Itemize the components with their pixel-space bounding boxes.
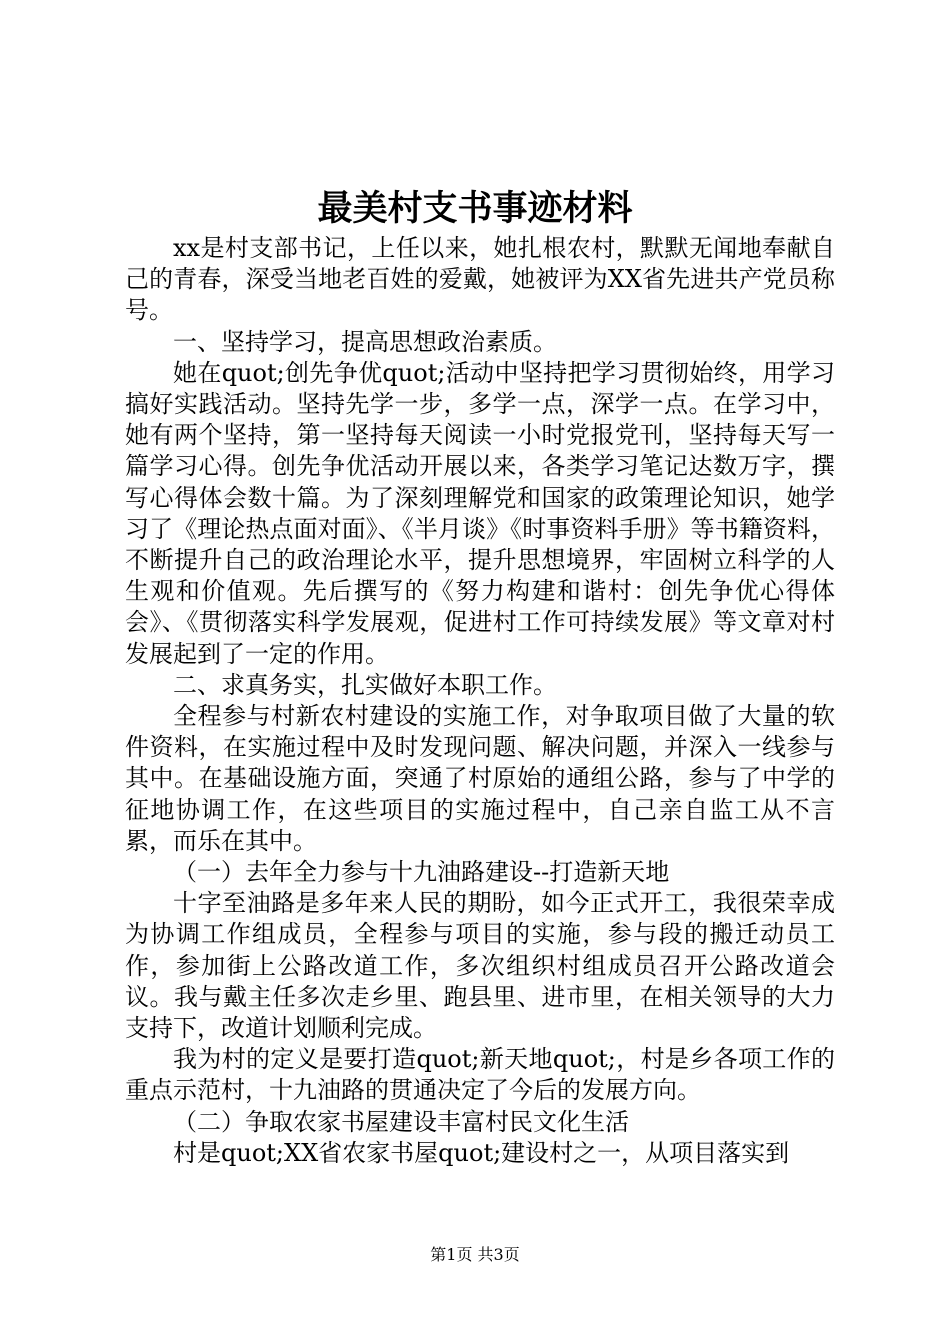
paragraph-library: 村是quot;XX省农家书屋quot;建设村之一，从项目落实到 — [173, 1138, 790, 1167]
section-heading-1: 一、坚持学习，提高思想政治素质。 — [173, 327, 557, 356]
document-body — [125, 233, 835, 1169]
paragraph-study: 她在quot;创先争优quot;活动中坚持把学习贯彻始终，用学习搞好实践活动。坚持先学一步，多学一点，深学一点。在学习中，她有两个坚持，第一坚持每天阅读一小时党报党刊，坚持每天写一篇学习心得。创先争优活动开展以来，各类学习笔记达数万字，撰写心得体会数十篇。为了深刻理解党和国家的政策理论知识，她学习了《理论热点面对面》、《半月谈》《时事资料手册》等书籍资料，不断提升自己的政治理论水平，提升思想境界，牢固树立科学的人生观和价值观。先后撰写的《努力构建和谐村：创先争优心得体会》、《贯彻落实科学发展观，促进村工作可持续发展》等文章对村发展起到了一定的作用。 — [125, 358, 835, 668]
paragraph-work: 全程参与村新农村建设的实施工作，对争取项目做了大量的软件资料，在实施过程中及时发现问题、解决问题，并深入一线参与其中。在基础设施方面，突通了村原始的通组公路，参与了中学的征地协调工作，在这些项目的实施过程中，自己亲自监工从不言累，而乐在其中。 — [125, 702, 835, 855]
page-footer: 第1页 共3页 — [430, 1245, 520, 1264]
subsection-heading-2: （二）争取农家书屋建设丰富村民文化生活 — [173, 1107, 629, 1136]
paragraph-intro: xx是村支部书记，上任以来，她扎根农村，默默无闻地奉献自己的青春，深受当地老百姓的爱戴，她被评为XX省先进共产党员称号。 — [125, 234, 835, 325]
paragraph-road: 十字至油路是多年来人民的期盼，如今正式开工，我很荣幸成为协调工作组成员，全程参与项目的实施，参与段的搬迁动员工作，参加街上公路改道工作，多次组织村组成员召开公路改道会议。我与戴主任多次走乡里、跑县里、进市里，在相关领导的大力支持下，改道计划顺利完成。 — [125, 889, 835, 1043]
subsection-heading-1: （一）去年全力参与十九油路建设--打造新天地 — [173, 858, 670, 887]
paragraph-new-world: 我为村的定义是要打造quot;新天地quot;，村是乡各项工作的重点示范村，十九油路的贯通决定了今后的发展方向。 — [125, 1045, 835, 1105]
page-title: 最美村支书事迹材料 — [317, 188, 633, 229]
section-heading-2: 二、求真务实，扎实做好本职工作。 — [173, 670, 557, 699]
